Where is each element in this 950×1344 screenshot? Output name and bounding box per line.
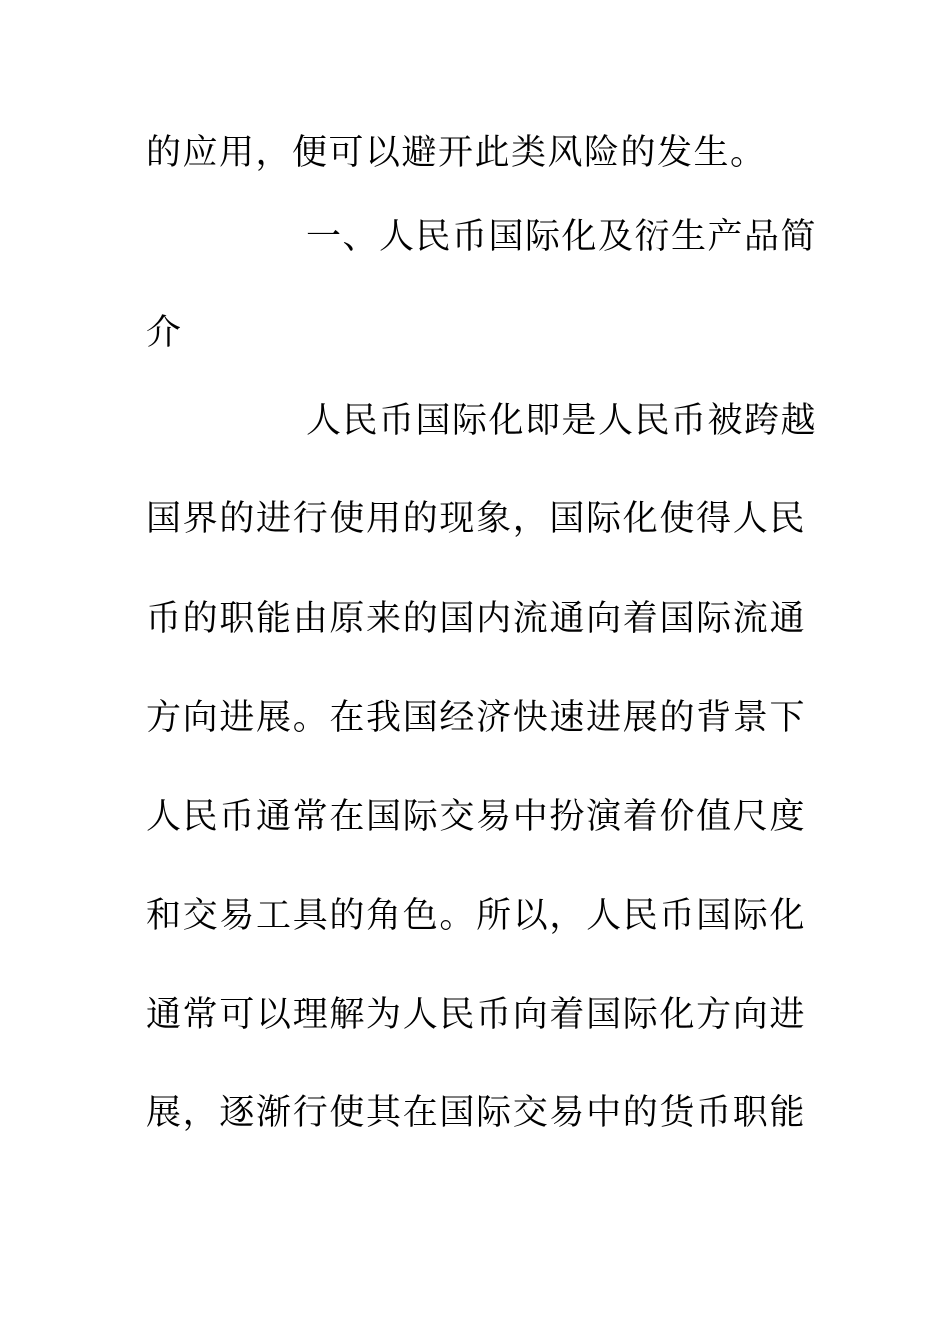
section-heading-line: 介	[146, 313, 183, 353]
body-text-line: 币的职能由原来的国内流通向着国际流通	[146, 599, 806, 639]
section-heading-line: 一、人民币国际化及衍生产品简	[306, 217, 818, 257]
body-text-line: 展，逐渐行使其在国际交易中的货币职能	[146, 1093, 806, 1133]
body-text-line: 方向进展。在我国经济快速进展的背景下	[146, 698, 806, 738]
body-text-line: 的应用，便可以避开此类风险的发生。	[146, 133, 767, 173]
paragraph-first-line: 人民币国际化即是人民币被跨越	[306, 401, 818, 441]
body-text-line: 人民币通常在国际交易中扮演着价值尺度	[146, 797, 806, 837]
body-text-line: 通常可以理解为人民币向着国际化方向进	[146, 995, 806, 1035]
body-text-line: 和交易工具的角色。所以，人民币国际化	[146, 896, 806, 936]
body-text-line: 国界的进行使用的现象，国际化使得人民	[146, 499, 806, 539]
